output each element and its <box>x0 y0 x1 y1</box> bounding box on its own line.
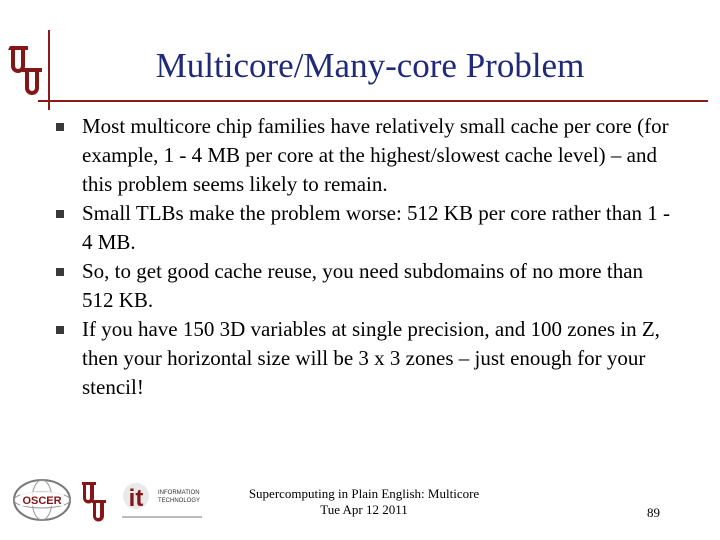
svg-text:TECHNOLOGY: TECHNOLOGY <box>158 498 201 504</box>
page-number: 89 <box>647 505 660 520</box>
bullet-square-icon <box>56 268 64 276</box>
oscer-logo-icon <box>14 480 70 520</box>
header-horizontal-rule <box>38 100 708 102</box>
bullet-item <box>54 199 674 257</box>
bullet-square-icon <box>56 210 64 218</box>
footer-course-title: Supercomputing in Plain English: Multicore <box>248 486 480 501</box>
bullet-text: If you have 150 3D variables at single precision, and 100 zones in Z, then your horizontal size will be 3 x 3 zones – just enough for your stencil! <box>82 317 660 399</box>
footer-logos <box>12 474 212 530</box>
bullet-text: So, to get good cache reuse, you need subdomains of no more than 512 KB. <box>82 259 644 312</box>
slide-title: Multicore/Many-core Problem <box>155 46 585 85</box>
svg-text:OSCER: OSCER <box>22 495 62 507</box>
ou-logo-icon <box>6 38 46 96</box>
svg-text:it: it <box>128 485 144 512</box>
bullet-item <box>54 257 674 315</box>
bullet-square-icon <box>56 123 64 131</box>
footer-caption <box>232 486 496 518</box>
bullet-item <box>54 315 674 402</box>
bullet-item <box>54 112 674 199</box>
bullet-text: Most multicore chip families have relatively small cache per core (for example, 1 - 4 MB per core at the highest/slowest cache level) – and this problem seems likely to remain. <box>82 114 669 196</box>
bullet-text: Small TLBs make the problem worse: 512 KB per core rather than 1 - 4 MB. <box>82 201 671 254</box>
svg-text:INFORMATION: INFORMATION <box>158 490 200 496</box>
bullet-list <box>54 112 674 402</box>
ou-logo-small-icon <box>82 482 106 522</box>
bullet-square-icon <box>56 326 64 334</box>
it-logo-icon <box>122 483 202 518</box>
header-vertical-rule <box>48 30 50 110</box>
footer-date: Tue Apr 12 2011 <box>320 502 408 517</box>
